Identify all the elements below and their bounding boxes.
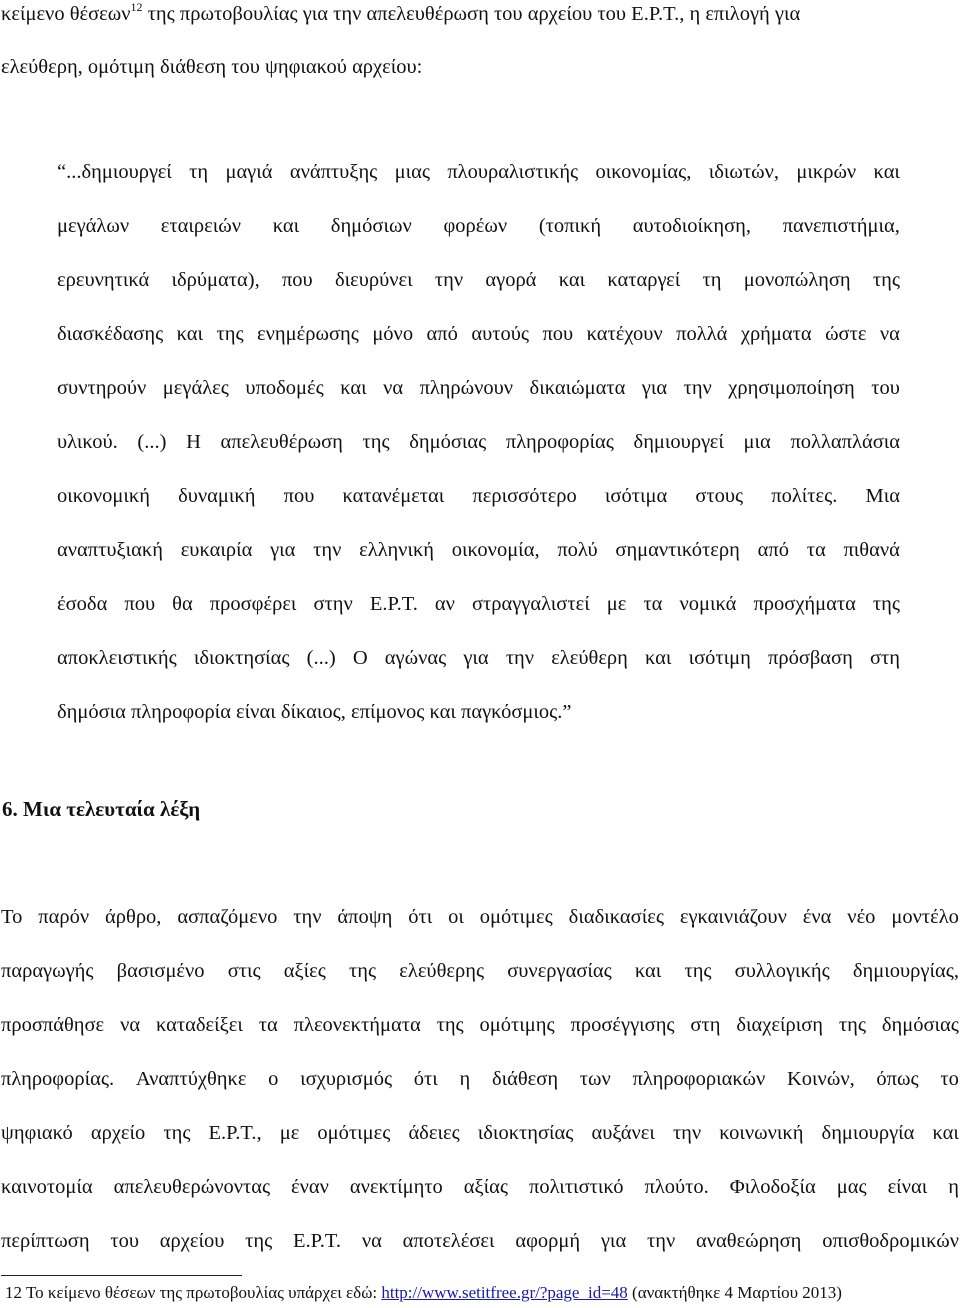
section-heading: 6. Μια τελευταία λέξη [2,797,201,821]
quote-line: δημόσια πληροφορία είναι δίκαιος, επίμονος και παγκόσμιος.” [57,701,572,723]
quote-line: αποκλειστικής ιδιοκτησίας (...) Ο αγώνας για την ελεύθερη και ισότιμη πρόσβαση στη [57,647,900,669]
paragraph-line: Το παρόν άρθρο, ασπαζόμενο την άποψη ότι οι ομότιμες διαδικασίες εγκαινιάζουν ένα νέο μοντέλο [1,906,959,928]
quote-line: υλικού. (...) Η απελευθέρωση της δημόσιας πληροφορίας δημιουργεί μια πολλαπλάσια [57,431,900,453]
quote-line: αναπτυξιακή ευκαιρία για την ελληνική οικονομία, πολύ σημαντικότερη από τα πιθανά [57,539,900,561]
paragraph-line: περίπτωση του αρχείου της Ε.Ρ.Τ. να αποτελέσει αφορμή για την αναθεώρηση οπισθοδρομικών [1,1230,959,1252]
footnote-text: 12 Το κείμενο θέσεων της πρωτοβουλίας υπάρχει εδώ: [5,1283,382,1302]
quote-line: έσοδα που θα προσφέρει στην Ε.Ρ.Τ. αν στραγγαλιστεί με τα νομικά προσχήματα της [57,593,900,615]
intro-line-1 [1,2,959,26]
paragraph-line: προσπάθησε να καταδείξει τα πλεονεκτήματα της ομότιμης προσέγγισης στη διαχείριση της δημόσιας [1,1014,959,1036]
paragraph-line: καινοτομία απελευθερώνοντας έναν ανεκτίμητο αξίας πολιτιστικό πλούτο. Φιλοδοξία μας είναι η [1,1176,959,1198]
paragraph-line: ψηφιακό αρχείο της Ε.Ρ.Τ., με ομότιμες άδειες ιδιοκτησίας αυξάνει την κοινωνική δημιουργία και [1,1122,959,1144]
quote-line: “...δημιουργεί τη μαγιά ανάπτυξης μιας πλουραλιστικής οικονομίας, ιδιωτών, μικρών και [57,161,900,183]
quote-line: οικονομική δυναμική που κατανέμεται περισσότερο ισότιμα στους πολίτες. Μια [57,485,900,507]
footnote-separator [1,1275,242,1276]
paragraph-line: πληροφορίας. Αναπτύχθηκε ο ισχυρισμός ότι η διάθεση των πληροφοριακών Κοινών, όπως το [1,1068,959,1090]
quote-line: ερευνητικά ιδρύματα), που διευρύνει την αγορά και καταργεί τη μονοπώληση της [57,269,900,291]
intro-line-2: ελεύθερη, ομότιμη διάθεση του ψηφιακού αρχείου: [1,56,423,78]
footnote-ref-12: 12 [130,0,143,14]
footnote-link[interactable]: http://www.setitfree.gr/?page_id=48 [381,1283,628,1302]
quote-line: μεγάλων εταιρειών και δημόσιων φορέων (τοπική αυτοδιοίκηση, πανεπιστήμια, [57,215,900,237]
quote-line: συντηρούν μεγάλες υποδομές και να πληρώνουν δικαιώματα για την χρησιμοποίηση του [57,377,900,399]
paragraph-line: παραγωγής βασισμένο στις αξίες της ελεύθερης συνεργασίας και της συλλογικής δημιουργίας, [1,960,959,982]
footnote-12 [5,1282,842,1304]
quote-line: διασκέδασης και της ενημέρωσης μόνο από αυτούς που κατέχουν πολλά χρήματα ώστε να [57,323,900,345]
footnote-date: (ανακτήθηκε 4 Μαρτίου 2013) [627,1283,842,1302]
intro-line-1-text: κείμενο θέσεων$^{12}$ της πρωτοβουλίας για την απελευθέρωση του αρχείου του Ε.Ρ.Τ., η επιλογή για [1,0,801,25]
